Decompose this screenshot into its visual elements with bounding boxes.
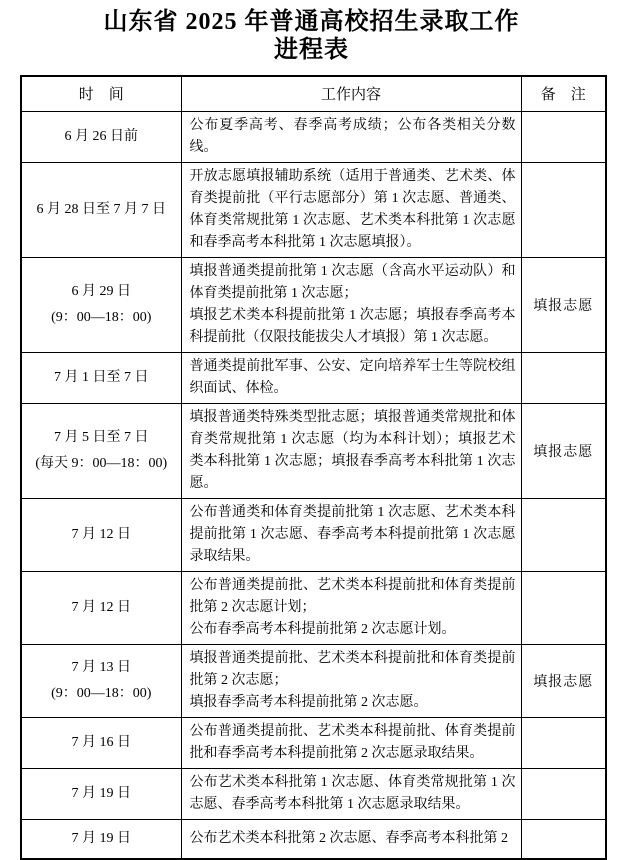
content-cell: [181, 819, 521, 859]
content-cell: [181, 111, 521, 162]
content-paragraph: 填报艺术类本科提前批第 1 次志愿；填报春季高考本科提前批（仅限技能拔尖人才填报）第 1 次志愿。: [189, 307, 516, 345]
time-line: 6 月 29 日: [71, 283, 131, 299]
time-line: (9：00—18：00): [51, 309, 152, 325]
content-paragraph: 填报普通类提前批第 1 次志愿（含高水平运动队）和体育类提前批第 1 次志愿；: [189, 263, 516, 301]
content-cell: [181, 571, 521, 644]
time-cell: [21, 768, 181, 819]
remark-cell: [521, 571, 606, 644]
schedule-table: [20, 75, 607, 860]
remark-cell: 填报志愿: [521, 403, 606, 498]
content-paragraph: 填报普通类提前批、艺术类本科提前批和体育类提前批第 2 次志愿；: [189, 650, 516, 688]
content-cell: [181, 717, 521, 768]
content-paragraph: 公布普通类和体育类提前批第 1 次志愿、艺术类本科提前批第 1 次志愿、春季高考本科提前批第 1 次志愿录取结果。: [189, 504, 516, 564]
time-cell: [21, 717, 181, 768]
time-line: 7 月 5 日至 7 日: [54, 429, 149, 445]
remark-cell: [521, 498, 606, 571]
table-row: [21, 498, 606, 571]
time-cell: [21, 644, 181, 717]
time-cell: [21, 257, 181, 352]
time-line: 7 月 16 日: [71, 734, 131, 750]
table-body: [21, 111, 606, 859]
table-row: [21, 768, 606, 819]
table-header-row: [21, 76, 606, 111]
remark-cell: [521, 819, 606, 859]
time-line: 6 月 26 日前: [64, 128, 138, 144]
content-cell: [181, 768, 521, 819]
content-cell: [181, 403, 521, 498]
content-cell: [181, 162, 521, 257]
column-header-content: 工作内容: [181, 76, 521, 111]
content-paragraph: 填报春季高考本科提前批第 2 次志愿。: [189, 694, 428, 710]
table-row: [21, 162, 606, 257]
content-paragraph: 公布春季高考本科提前批第 2 次志愿计划。: [189, 621, 456, 637]
table-row: [21, 644, 606, 717]
content-paragraph: 公布艺术类本科批第 2 次志愿、春季高考本科批第 2: [189, 830, 508, 846]
column-header-time: 时 间: [21, 76, 181, 111]
remark-cell: [521, 162, 606, 257]
time-line: 7 月 1 日至 7 日: [54, 369, 149, 385]
page-title-line-2: 进程表: [274, 37, 349, 63]
table-row: [21, 819, 606, 859]
time-cell: [21, 162, 181, 257]
content-cell: [181, 644, 521, 717]
time-cell: [21, 819, 181, 859]
time-line: 7 月 19 日: [71, 830, 131, 846]
table-row: [21, 257, 606, 352]
time-cell: [21, 498, 181, 571]
time-cell: [21, 111, 181, 162]
document-page: [0, 8, 623, 846]
table-row: [21, 403, 606, 498]
content-paragraph: 普通类提前批军事、公安、定向培养军士生等院校组织面试、体检。: [189, 358, 516, 396]
table-row: [21, 717, 606, 768]
time-line: 7 月 12 日: [71, 599, 131, 615]
time-line: (9：00—18：00): [51, 685, 152, 701]
remark-cell: [521, 768, 606, 819]
content-paragraph: 公布普通类提前批、艺术类本科提前批和体育类提前批第 2 次志愿计划；: [189, 577, 516, 615]
time-cell: [21, 352, 181, 403]
content-paragraph: 公布普通类提前批、艺术类本科提前批、体育类提前批和春季高考本科提前批第 2 次志愿录取结果。: [189, 723, 516, 761]
time-line: 7 月 19 日: [71, 785, 131, 801]
content-cell: [181, 257, 521, 352]
content-paragraph: 公布艺术类本科批第 1 次志愿、体育类常规批第 1 次志愿、春季高考本科批第 1 次志愿录取结果。: [189, 774, 516, 812]
page-title-line-1: 山东省 2025 年普通高校招生录取工作: [103, 9, 520, 35]
remark-cell: [521, 111, 606, 162]
table-row: [21, 111, 606, 162]
time-line: 6 月 28 日至 7 月 7 日: [36, 201, 166, 217]
remark-cell: 填报志愿: [521, 257, 606, 352]
content-cell: [181, 498, 521, 571]
time-cell: [21, 571, 181, 644]
page-title: [0, 8, 623, 64]
content-paragraph: 填报普通类特殊类型批志愿；填报普通类常规批和体育类常规批第 1 次志愿（均为本科计划）；填报艺术类本科批第 1 次志愿；填报春季高考本科批第 1 次志愿。: [189, 409, 516, 491]
content-paragraph: 开放志愿填报辅助系统（适用于普通类、艺术类、体育类提前批（平行志愿部分）第 1 次志愿、普通类、体育类常规批第 1 次志愿、艺术类本科批第 1 次志愿和春季高考本科批第 1 次志愿填报）。: [189, 168, 516, 250]
time-cell: [21, 403, 181, 498]
table-row: [21, 571, 606, 644]
time-line: 7 月 13 日: [71, 659, 131, 675]
table-row: [21, 352, 606, 403]
remark-cell: [521, 717, 606, 768]
remark-cell: [521, 352, 606, 403]
column-header-remark: 备 注: [521, 76, 606, 111]
remark-cell: 填报志愿: [521, 644, 606, 717]
time-line: 7 月 12 日: [71, 526, 131, 542]
content-cell: [181, 352, 521, 403]
content-paragraph: 公布夏季高考、春季高考成绩；公布各类相关分数线。: [189, 117, 516, 155]
time-line: (每天 9：00—18：00): [35, 455, 168, 471]
